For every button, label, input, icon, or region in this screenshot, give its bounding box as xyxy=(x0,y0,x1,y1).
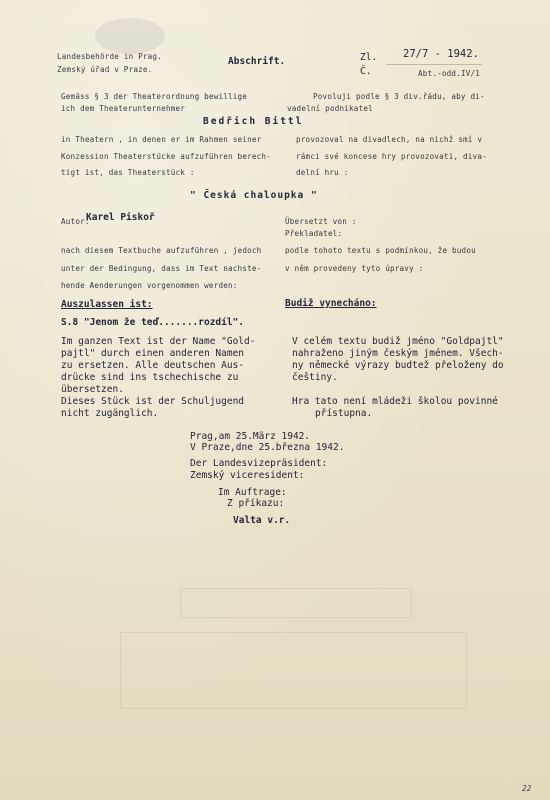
omit-cz-paragraph-line: češtiny. xyxy=(292,372,338,383)
omit-de-paragraph-line: zu ersetzen. Alle deutschen Aus- xyxy=(61,360,245,371)
translator-label-cz: Překladatel: xyxy=(285,229,343,238)
authority-de: Landesbehörde in Prag. xyxy=(57,52,162,61)
conditions-de-line: unter der Bedingung, dass im Text nachste- xyxy=(61,264,262,273)
intro-cz-line: rámci své koncese hry provozovati, diva- xyxy=(296,152,487,161)
ref-prefix: Zl. xyxy=(360,52,378,63)
ink-smudge xyxy=(95,18,165,54)
intro-de-line: Konzession Theaterstücke aufzuführen berech- xyxy=(61,152,271,161)
omit-cz-paragraph-line: ny německé výrazy budtež přeloženy do xyxy=(292,360,504,371)
conditions-de-line: hende Aenderungen vorgenommen werden: xyxy=(61,281,238,290)
ref-number: 27/7 - 1942. xyxy=(403,48,479,60)
restriction-cz-line: přístupna. xyxy=(315,408,373,419)
restriction-cz-line: Hra tato není mládeži školou povinné xyxy=(292,396,498,407)
omit-item: S.8 "Jenom že teď.......rozdíl". xyxy=(61,317,245,328)
ref-underline xyxy=(386,64,482,65)
show-through-box xyxy=(180,588,412,618)
translator-label-de: Übersetzt von : xyxy=(285,217,357,226)
conditions-de-line: nach diesem Textbuche aufzuführen , jedoch xyxy=(61,246,262,255)
omit-de-paragraph-line: pajtl" durch einen anderen Namen xyxy=(61,348,245,359)
ref-prefix-cz: Č. xyxy=(360,66,372,77)
author-name: Karel Piskoř xyxy=(86,212,155,223)
ref-department: Abt.-odd.IV/1 xyxy=(418,69,481,78)
intro-de-line: tigt ist, das Theaterstück : xyxy=(61,168,195,177)
order-cz: Z příkazu: xyxy=(227,498,285,509)
intro-cz-line: vadelní podnikatel xyxy=(287,104,373,113)
order-de: Im Auftrage: xyxy=(218,487,287,498)
signer-name: Valta v.r. xyxy=(233,515,291,526)
omit-de-paragraph-line: Im ganzen Text ist der Name "Gold- xyxy=(61,336,256,347)
document-title: Abschrift. xyxy=(228,56,286,67)
date-de: Prag,am 25.März 1942. xyxy=(190,431,311,442)
omit-cz-paragraph-line: nahraženo jiným českým jménem. Všech- xyxy=(292,348,504,359)
intro-de-line: Gemäss § 3 der Theaterordnung bewillige xyxy=(61,92,248,101)
conditions-cz-line: podle tohoto textu s podmínkou, že budou xyxy=(285,246,476,255)
intro-cz-line: delní hru : xyxy=(296,168,349,177)
intro-de-line: in Theatern , in denen er im Rahmen seiner xyxy=(61,135,262,144)
conditions-cz-line: v něm provedeny tyto úpravy : xyxy=(285,264,424,273)
office-de: Der Landesvizepräsident: xyxy=(190,458,328,469)
restriction-de-line: nicht zugänglich. xyxy=(61,408,159,419)
intro-cz-line: provozoval na divadlech, na nichž smí v xyxy=(296,135,483,144)
intro-cz-line: Povoluji podle § 3 div.řádu, aby di- xyxy=(313,92,485,101)
page-mark: 22 xyxy=(522,784,532,793)
omit-heading-cz: Budiž vynecháno: xyxy=(285,298,377,309)
intro-de-line: ich dem Theaterunternehmer xyxy=(61,104,186,113)
omit-cz-paragraph-line: V celém textu budiž jméno "Goldpajtl" xyxy=(292,336,504,347)
omit-de-paragraph-line: übersetzen. xyxy=(61,384,124,395)
author-label: Autor: xyxy=(61,217,90,226)
omit-de-paragraph-line: drücke sind ins tschechische zu xyxy=(61,372,239,383)
play-title: " Česká chaloupka " xyxy=(190,190,318,201)
authority-cz: Zemský úřad v Praze. xyxy=(57,65,153,74)
show-through-box xyxy=(120,632,467,709)
omit-heading-de: Auszulassen ist: xyxy=(61,299,153,310)
office-cz: Zemský viceresident: xyxy=(190,470,305,481)
restriction-de-line: Dieses Stück ist der Schuljugend xyxy=(61,396,245,407)
entrepreneur-name: Bedřich Bittl xyxy=(203,116,304,127)
date-cz: V Praze,dne 25.března 1942. xyxy=(190,442,345,453)
